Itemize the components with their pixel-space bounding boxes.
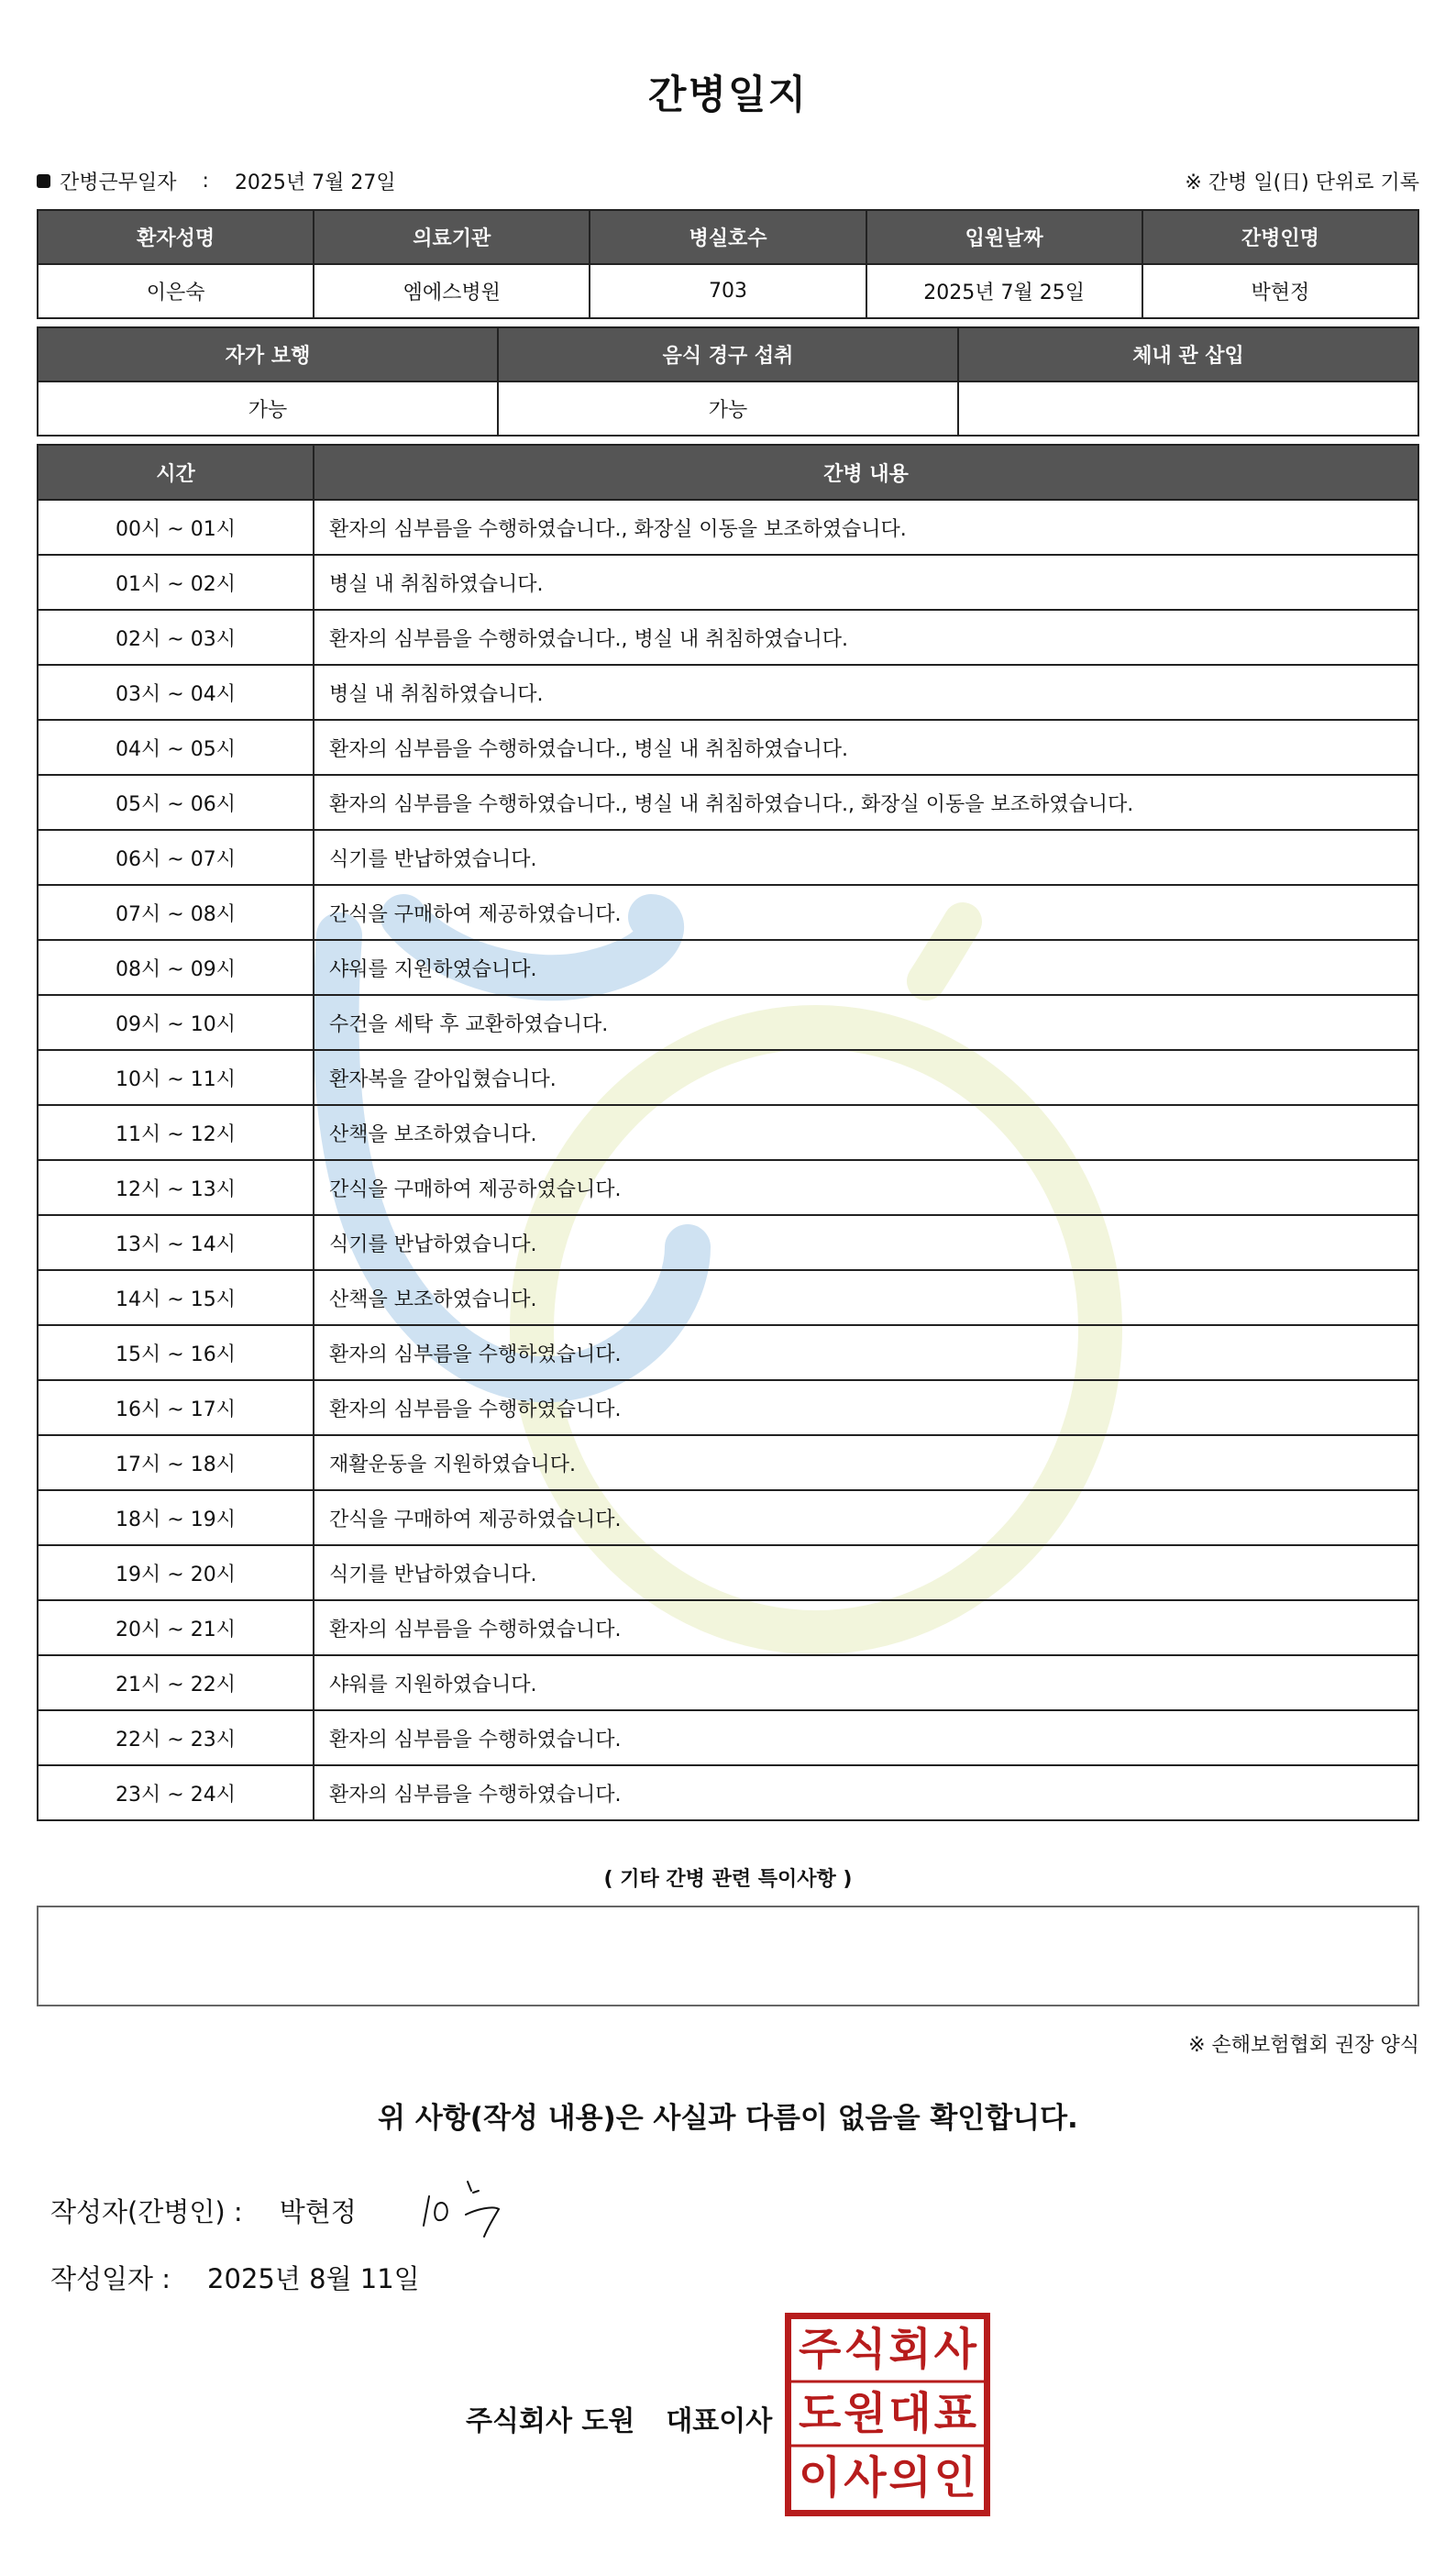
work-date-separator: : [202,170,209,193]
table-row [38,1545,1418,1600]
care-content: 병실 내 취침하였습니다. [314,665,1418,720]
seal-character: 식 [844,2324,887,2375]
table-row [38,1105,1418,1160]
table-row [38,830,1418,885]
seal-row-2 [799,2385,976,2442]
seal-character: 회 [888,2324,932,2375]
care-content: 환자의 심부름을 수행하였습니다. [314,1765,1418,1820]
patient-info-table [37,209,1419,319]
time-slot: 08시 ~ 09시 [38,940,314,995]
form-source-note: ※ 손해보험협회 권장 양식 [1188,2034,1419,2057]
oral-intake-value: 가능 [498,381,958,436]
care-content: 환자의 심부름을 수행하였습니다., 화장실 이동을 보조하였습니다. [314,500,1418,555]
notes-title: ( 기타 간병 관련 특이사항 ) [603,1868,853,1891]
seal-character: 표 [933,2388,976,2439]
representative-title: 대표이사 [666,2405,773,2437]
admission-date: 2025년 7월 25일 [866,264,1142,318]
square-bullet-icon [37,174,50,188]
care-content: 병실 내 취침하였습니다. [314,555,1418,610]
time-slot: 15시 ~ 16시 [38,1325,314,1380]
writer-name: 박현정 [279,2196,357,2227]
care-content: 환자의 심부름을 수행하였습니다., 병실 내 취침하였습니다. [314,720,1418,775]
table-row [38,1765,1418,1820]
table-row [38,940,1418,995]
header-self-walking: 자가 보행 [38,327,498,381]
care-content: 환자복을 갈아입혔습니다. [314,1050,1418,1105]
header-room-number: 병실호수 [590,210,866,264]
room-number: 703 [590,264,866,318]
care-log-rows [38,500,1418,1820]
seal-character: 인 [933,2452,976,2503]
care-content: 환자의 심부름을 수행하였습니다. [314,1380,1418,1435]
patient-name: 이은숙 [38,264,314,318]
writer-label: 작성자(간병인) : [50,2196,243,2227]
table-row [38,1710,1418,1765]
time-slot: 05시 ~ 06시 [38,775,314,830]
table-row [38,1325,1418,1380]
seal-character: 대 [888,2388,932,2439]
care-content: 식기를 반납하였습니다. [314,1545,1418,1600]
care-content: 산책을 보조하였습니다. [314,1270,1418,1325]
care-content: 산책을 보조하였습니다. [314,1105,1418,1160]
table-row [38,1380,1418,1435]
seal-character: 이 [799,2452,842,2503]
time-slot: 14시 ~ 15시 [38,1270,314,1325]
time-slot: 17시 ~ 18시 [38,1435,314,1490]
work-date-line [37,167,396,195]
header-time: 시간 [38,445,314,500]
writer-line [50,2192,357,2229]
seal-row-1 [799,2321,976,2378]
time-slot: 07시 ~ 08시 [38,885,314,940]
company-signature-line [466,2398,772,2438]
table-row [38,1270,1418,1325]
seal-character: 주 [799,2324,842,2375]
header-patient-name: 환자성명 [38,210,314,264]
table-row [38,665,1418,720]
care-content: 환자의 심부름을 수행하였습니다., 병실 내 취침하였습니다., 화장실 이동을 보조하였습니다. [314,775,1418,830]
daily-record-note: ※ 간병 일(日) 단위로 기록 [1185,171,1419,194]
special-notes-box [37,1906,1419,2006]
self-walking-value: 가능 [38,381,498,436]
time-slot: 06시 ~ 07시 [38,830,314,885]
caregiver-name: 박현정 [1142,264,1418,318]
care-content: 수건을 세탁 후 교환하였습니다. [314,995,1418,1050]
table-row [38,1600,1418,1655]
care-content: 식기를 반납하였습니다. [314,830,1418,885]
time-slot: 12시 ~ 13시 [38,1160,314,1215]
table-row [38,1435,1418,1490]
company-name: 주식회사 도원 [466,2405,635,2437]
care-content: 식기를 반납하였습니다. [314,1215,1418,1270]
care-content: 환자의 심부름을 수행하였습니다. [314,1600,1418,1655]
time-slot: 22시 ~ 23시 [38,1710,314,1765]
table-row [38,720,1418,775]
time-slot: 02시 ~ 03시 [38,610,314,665]
work-date-label: 간병근무일자 [60,171,177,194]
care-content: 환자의 심부름을 수행하였습니다. [314,1325,1418,1380]
time-slot: 04시 ~ 05시 [38,720,314,775]
time-slot: 00시 ~ 01시 [38,500,314,555]
care-content: 간식을 구매하여 제공하였습니다. [314,1490,1418,1545]
header-tube-insertion: 체내 관 삽입 [958,327,1418,381]
time-slot: 21시 ~ 22시 [38,1655,314,1710]
table-row [38,885,1418,940]
table-row [38,610,1418,665]
header-caregiver-name: 간병인명 [1142,210,1418,264]
header-admission-date: 입원날짜 [866,210,1142,264]
header-meta [37,167,1419,194]
time-slot: 10시 ~ 11시 [38,1050,314,1105]
table-row [38,995,1418,1050]
patient-status-table [37,326,1419,437]
seal-character: 도 [799,2388,842,2439]
write-date-value: 2025년 8월 11일 [207,2263,420,2294]
header-oral-intake: 음식 경구 섭취 [498,327,958,381]
time-slot: 13시 ~ 14시 [38,1215,314,1270]
write-date-line [50,2259,420,2296]
table-row [38,1215,1418,1270]
seal-row-3 [799,2449,976,2506]
care-content: 환자의 심부름을 수행하였습니다. [314,1710,1418,1765]
time-slot: 20시 ~ 21시 [38,1600,314,1655]
time-slot: 03시 ~ 04시 [38,665,314,720]
time-slot: 18시 ~ 19시 [38,1490,314,1545]
time-slot: 11시 ~ 12시 [38,1105,314,1160]
company-seal-stamp [785,2313,990,2516]
time-slot: 23시 ~ 24시 [38,1765,314,1820]
header-care-content: 간병 내용 [314,445,1418,500]
confirmation-statement: 위 사항(작성 내용)은 사실과 다름이 없음을 확인합니다. [378,2102,1078,2135]
table-row [38,500,1418,555]
care-content: 샤워를 지원하였습니다. [314,1655,1418,1710]
care-content: 간식을 구매하여 제공하였습니다. [314,885,1418,940]
write-date-label: 작성일자 : [50,2263,171,2294]
seal-character: 의 [888,2452,932,2503]
care-content: 환자의 심부름을 수행하였습니다., 병실 내 취침하였습니다. [314,610,1418,665]
table-row [38,1160,1418,1215]
care-content: 재활운동을 지원하였습니다. [314,1435,1418,1490]
work-date-value: 2025년 7월 27일 [234,171,396,194]
table-row [38,775,1418,830]
time-slot: 01시 ~ 02시 [38,555,314,610]
time-slot: 09시 ~ 10시 [38,995,314,1050]
header-hospital: 의료기관 [314,210,590,264]
document-title: 간병일지 [647,72,809,118]
care-log-table [37,444,1419,1821]
tube-insertion-value [958,381,1418,436]
table-row [38,555,1418,610]
care-content: 샤워를 지원하였습니다. [314,940,1418,995]
table-row [38,1490,1418,1545]
seal-character: 원 [844,2388,887,2439]
table-row [38,1655,1418,1710]
care-content: 간식을 구매하여 제공하였습니다. [314,1160,1418,1215]
seal-character: 사 [933,2324,976,2375]
hospital-name: 엠에스병원 [314,264,590,318]
table-row [38,1050,1418,1105]
seal-character: 사 [844,2452,887,2503]
time-slot: 19시 ~ 20시 [38,1545,314,1600]
time-slot: 16시 ~ 17시 [38,1380,314,1435]
handwritten-signature [411,2178,512,2242]
